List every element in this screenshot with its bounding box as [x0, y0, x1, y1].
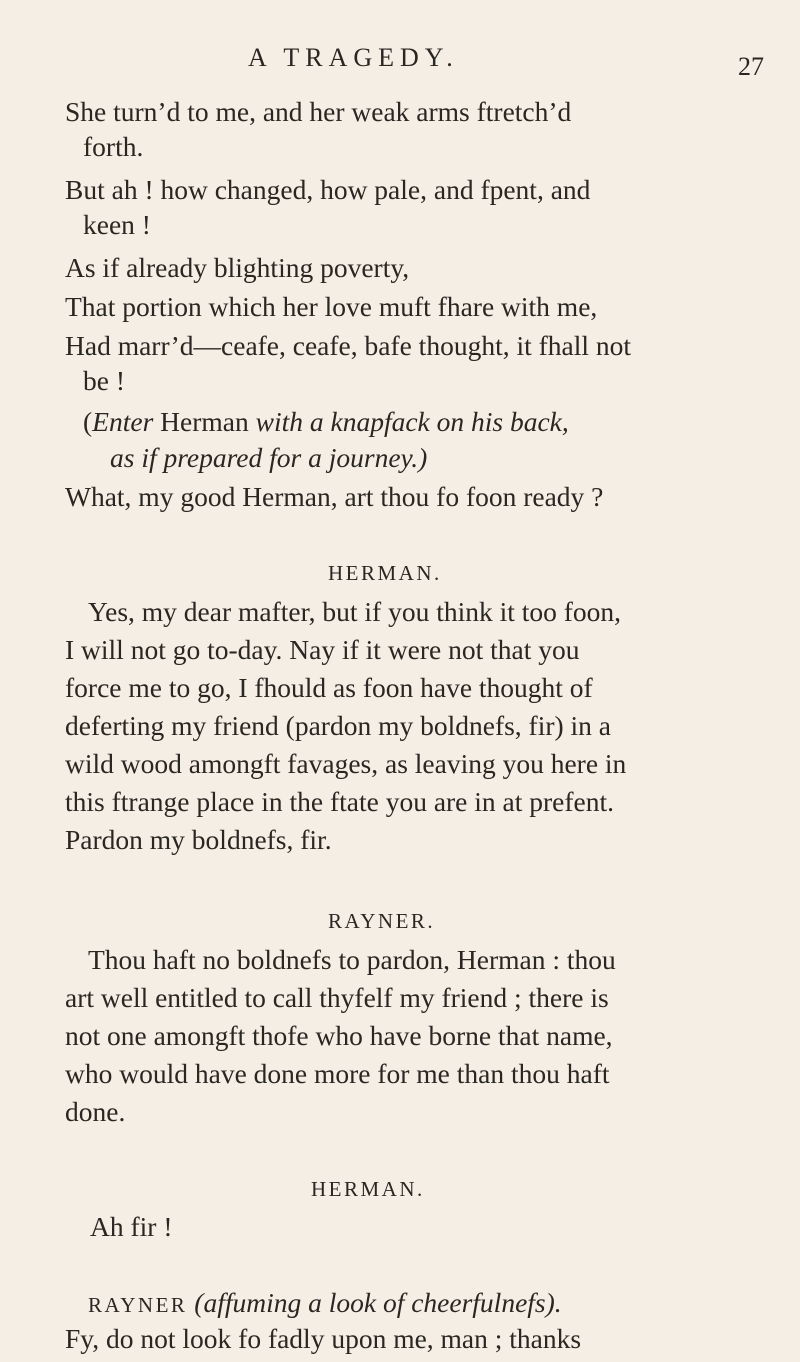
direction-text: with a knapfack on his back, — [255, 406, 569, 437]
prose-line: deferting my friend (pardon my boldnefs, fir) in a — [65, 710, 612, 741]
prose-line: who would have done more for me than thou haft — [65, 1058, 610, 1089]
verse-line: What, my good Herman, art thou fo foon ready ? — [65, 481, 604, 512]
stage-direction — [83, 405, 569, 439]
speaker-heading: RAYNER. — [328, 909, 436, 933]
stage-direction: (affuming a look of cheerfulnefs). — [194, 1287, 562, 1318]
enter-word: Enter — [92, 406, 154, 437]
prose-line: done. — [65, 1096, 126, 1127]
prose-line: wild wood amongft favages, as leaving you here in — [65, 748, 627, 779]
verse-line: But ah ! how changed, how pale, and fpent, and — [65, 174, 591, 205]
verse-line: Had marr’d—ceafe, ceafe, bafe thought, it fhall not — [65, 330, 632, 361]
prose-line: Ah fir ! — [90, 1211, 173, 1242]
prose-line: Fy, do not look fo fadly upon me, man ; thanks — [65, 1323, 582, 1354]
running-title: A TRAGEDY. — [248, 43, 459, 72]
prose-line: I will not go to-day. Nay if it were not that you — [65, 634, 580, 665]
speaker-heading: HERMAN. — [328, 561, 442, 585]
character-name: Herman — [160, 406, 249, 437]
verse-line: She turn’d to me, and her weak arms ftretch’d — [65, 96, 572, 127]
verse-line: be ! — [83, 365, 125, 396]
prose-line: force me to go, I fhould as foon have thought of — [65, 672, 593, 703]
page-number: 27 — [738, 52, 764, 81]
prose-line: art well entitled to call thyfelf my friend ; there is — [65, 982, 609, 1013]
verse-line: As if already blighting poverty, — [65, 252, 410, 283]
prose-line: Thou haft no boldnefs to pardon, Herman : thou — [88, 944, 616, 975]
speaker-heading: HERMAN. — [311, 1177, 425, 1201]
paren: ( — [83, 406, 93, 437]
stage-direction-line: as if prepared for a journey.) — [110, 442, 428, 473]
prose-line: Yes, my dear mafter, but if you think it too foon, — [88, 596, 622, 627]
verse-line: forth. — [83, 131, 144, 162]
verse-line: That portion which her love muft fhare with me, — [65, 291, 598, 322]
prose-line: not one amongft thofe who have borne that name, — [65, 1020, 613, 1051]
verse-line: keen ! — [83, 209, 151, 240]
prose-line: this ftrange place in the ftate you are in at prefent. — [65, 786, 614, 817]
speaker-with-direction — [88, 1286, 562, 1322]
speaker-heading: RAYNER — [88, 1293, 188, 1317]
prose-line: Pardon my boldnefs, fir. — [65, 824, 332, 855]
